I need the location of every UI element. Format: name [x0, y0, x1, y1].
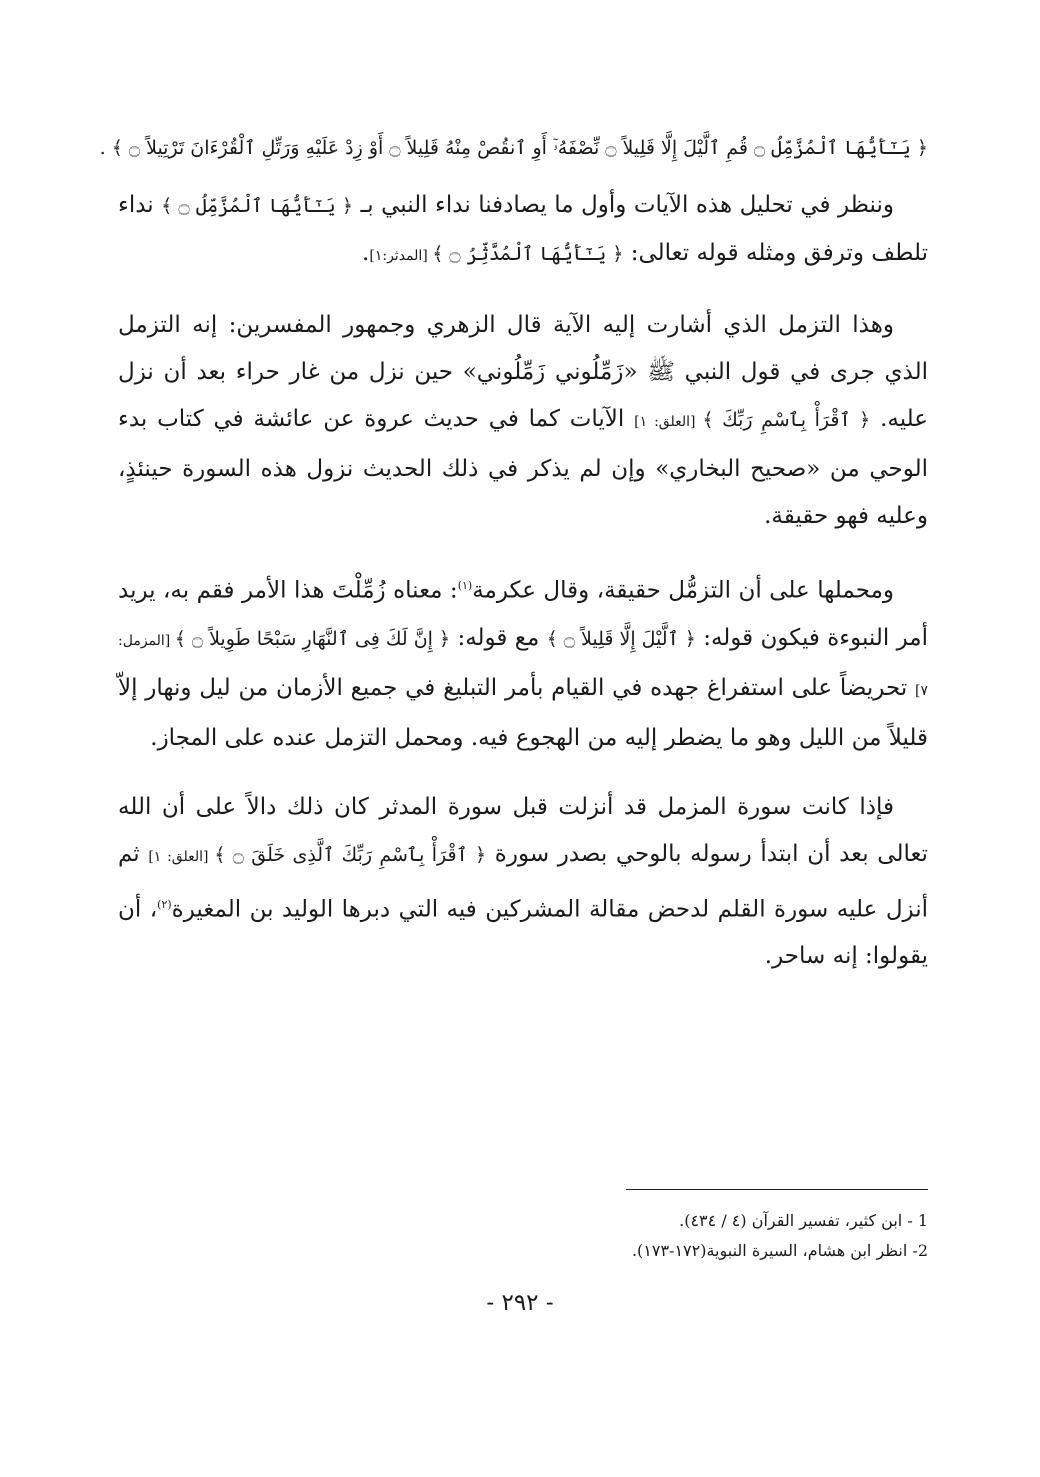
- p2-text-b: الآيات كما في حديث عروة عن عائشة في كتاب بدء الوحي من «صحيح البخاري» وإن لم يذكر في ذلك الحديث نزول هذه السورة حينئذٍ، وعليه فهو حقيقة.: [118, 406, 928, 529]
- paragraph-2: [118, 302, 928, 540]
- p2-text-a: وهذا التزمل الذي أشارت إليه الآية قال الزهري وجمهور المفسرين: إنه التزمل الذي جرى في قول النبي ﷺ «زَمِّلُوني زَمِّلُوني» حين نزل من غار حراء بعد أن نزل عليه.: [118, 312, 928, 432]
- footnote-marker-2[interactable]: (٢): [157, 897, 172, 911]
- p2-quote-a: ﴿ ٱقْرَأْ بِٱسْمِ رَبِّكَ ﴾: [702, 409, 871, 431]
- footnote-marker-1[interactable]: (١): [457, 579, 473, 592]
- page-body: [99, 128, 929, 980]
- p3-text-c: مع قوله:: [450, 624, 547, 651]
- p1-quote-b: ﴿ يَـٰٓأَيُّهَا ٱلْمُدَّثِّرُ ۝ ﴾: [432, 243, 624, 265]
- p2-ref-a: [العلق: ١]: [634, 414, 703, 430]
- p4-quote-a: ﴿ ٱقْرَأْ بِٱسْمِ رَبِّكَ ٱلَّذِى خَلَقَ ۝ ﴾: [214, 843, 487, 866]
- paragraph-1: [118, 182, 928, 280]
- page-number: - ٢٩٢ -: [486, 1290, 554, 1316]
- paragraph-4: [118, 784, 928, 981]
- p1-text-b: نداء تلطف وترفق ومثله قوله تعالى:: [118, 192, 928, 266]
- p3-text-d: تحريضاً على استفراغ جهده في القيام بأمر التبليغ في جميع الأزمان من ليل ونهار إلاّ قليلاً من الليل وهو ما يضطر إليه من الهجوع فيه. ومحمل التزمل عنده على المجاز.: [118, 674, 928, 751]
- footnote-divider-wrap: [118, 1189, 928, 1190]
- p3-quote-b: ﴿ إِنَّ لَكَ فِى ٱلنَّهَارِ سَبْحًا طَوِيلاً ۝ ﴾: [174, 627, 451, 650]
- p3-text-a: ومحملها على أن التزمُّل حقيقة، وقال عكرمة: [472, 577, 894, 604]
- footnote-1: 1 - ابن كثير، تفسير القرآن (٤ / ٤٣٤).: [679, 1211, 928, 1230]
- p1-quote-a: ﴿ يَـٰٓأَيُّهَا ٱلْمُزَّمِّلُ ۝ ﴾: [161, 195, 354, 217]
- p1-ref-b: [المدثر:١]: [369, 248, 433, 264]
- footnote-2: 2- انظر ابن هشام، السيرة النبوية(١٧٢-١٧٣).: [631, 1241, 928, 1260]
- paragraph-3: [118, 562, 928, 762]
- p3-quote-a: ﴿ ٱلَّيْلَ إِلَّا قَلِيلاً ۝ ﴾: [546, 627, 696, 650]
- p1-text-a: وننظر في تحليل هذه الآيات وأول ما يصادفنا نداء النبي بـ: [353, 192, 894, 218]
- p4-text-c: ، أن يقولوا: إنه ساحر.: [118, 896, 928, 970]
- p4-text-b: ثم أنزل عليه سورة القلم لدحض مقالة المشركين فيه التي دبرها الوليد بن المغيرة: [118, 840, 929, 923]
- quran-verses-line: ﴿ يَـٰٓأَيُّهَا ٱلْمُزَّمِّلُ ۝ قُمِ ٱلَّيْلَ إِلَّا قَلِيلاً ۝ نِّصْفَهُۥٓ أَوِ ٱنقُصْ مِنْهُ قَلِيلاً ۝ أَوْ زِدْ عَلَيْهِ وَرَتِّلِ ٱلْقُرْءَانَ تَرْتِيلاً ۝ ﴾ .: [99, 137, 928, 159]
- p1-text-c: .: [362, 240, 370, 266]
- p4-ref-a: [العلق: ١]: [148, 848, 215, 865]
- footnote-divider: [626, 1189, 928, 1190]
- p3-text-b: : معناه زُمِّلْتَ هذا الأمر فقم به، يريد أمر النبوءة فيكون قوله:: [118, 577, 928, 651]
- p3-ref-b: [المزمل: ٧]: [118, 632, 928, 699]
- p4-text-a: فإذا كانت سورة المزمل قد أنزلت قبل سورة المدثر كان ذلك دالاً على أن الله تعالى بعد أن ابتدأ رسوله بالوحي بصدر سورة: [118, 793, 928, 867]
- footnotes-section: [118, 1189, 928, 1266]
